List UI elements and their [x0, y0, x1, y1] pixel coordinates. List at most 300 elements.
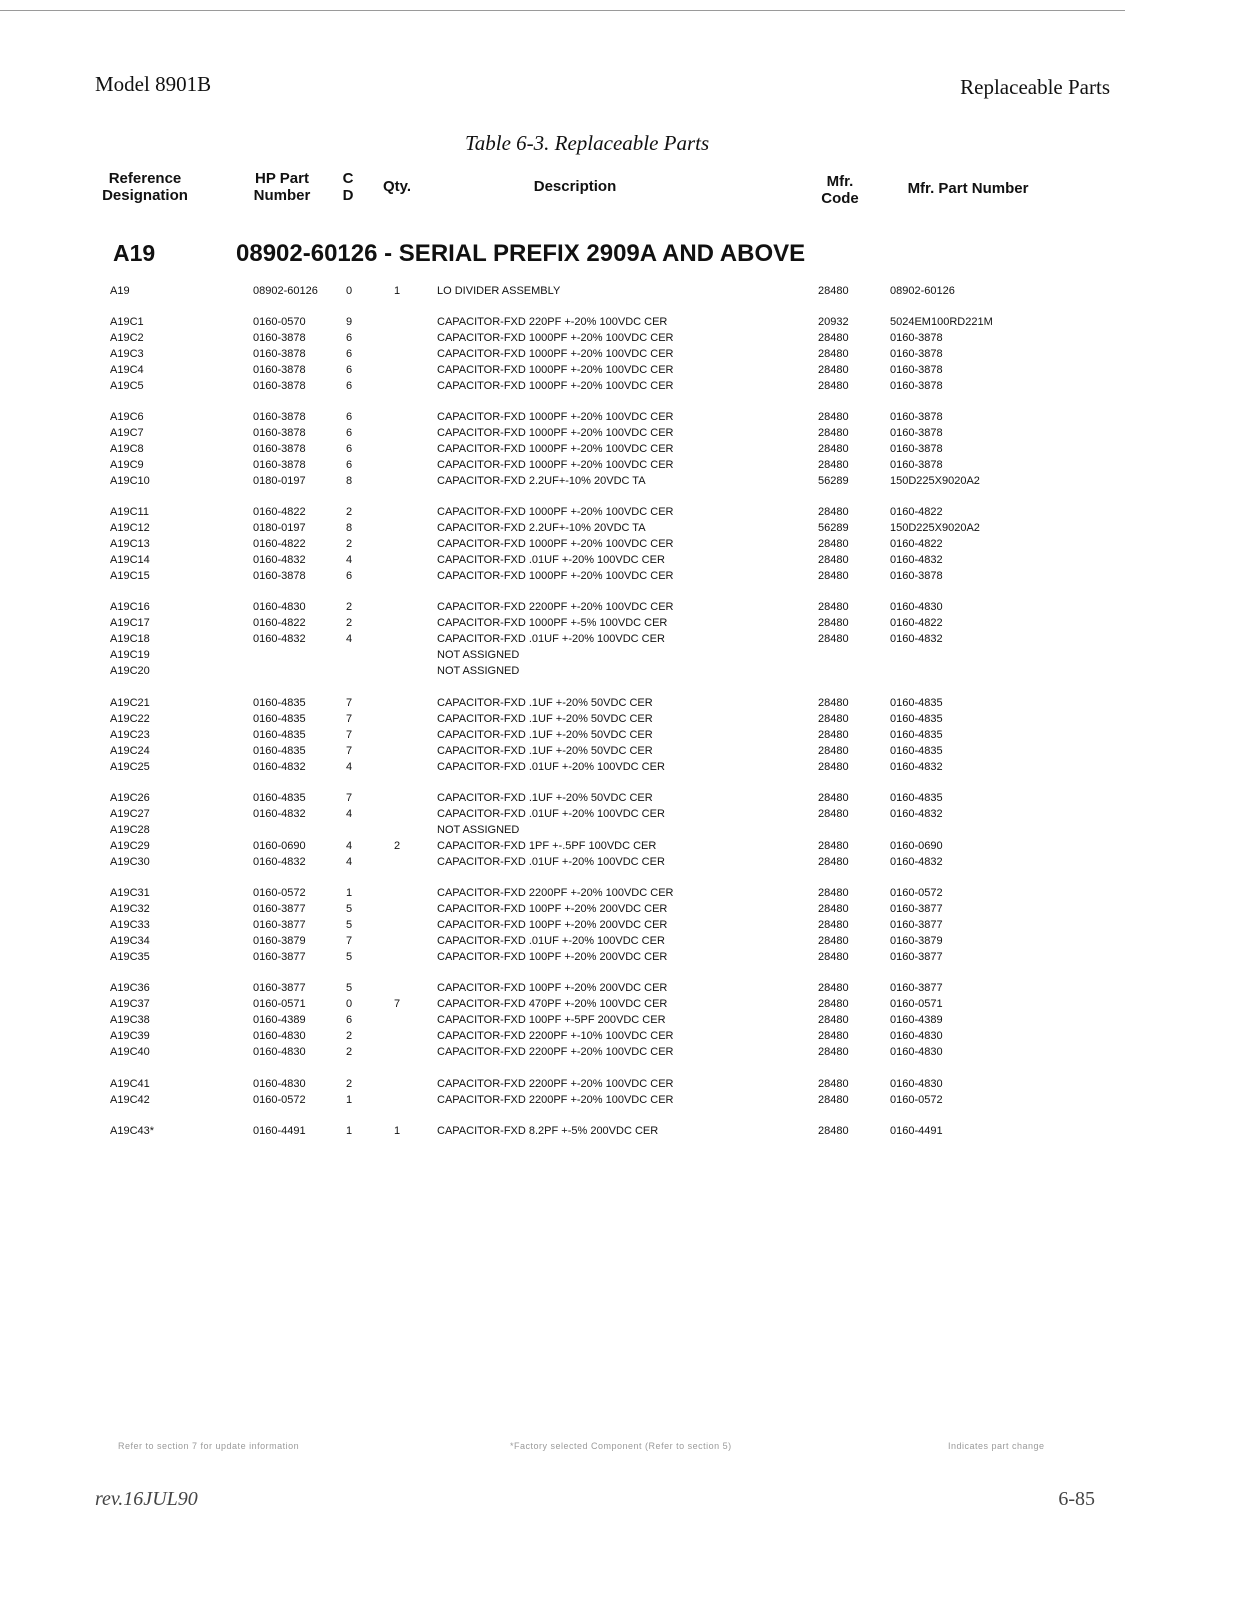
mfr-code: 56289 — [818, 522, 849, 534]
table-row — [0, 1012, 1240, 1028]
mfr-code: 28480 — [818, 856, 849, 868]
mfr-code: 28480 — [818, 887, 849, 899]
quantity: 2 — [394, 840, 401, 852]
description: CAPACITOR-FXD .01UF +-20% 100VDC CER — [437, 808, 665, 820]
mfr-code: 28480 — [818, 601, 849, 613]
ref-designation: A19C17 — [110, 617, 150, 629]
footnote-factory-selected: *Factory selected Component (Refer to section 5) — [510, 1441, 732, 1451]
hp-part-number: 0160-0572 — [253, 887, 306, 899]
cd-digit: 2 — [346, 1030, 353, 1042]
column-header-mfr-code: Mfr. Code — [821, 173, 859, 207]
description: CAPACITOR-FXD 1000PF +-20% 100VDC CER — [437, 506, 674, 518]
hp-part-number: 0160-4822 — [253, 506, 306, 518]
mfr-code: 28480 — [818, 808, 849, 820]
table-row — [0, 314, 1240, 330]
cd-digit: 6 — [346, 380, 353, 392]
description: CAPACITOR-FXD 1000PF +-20% 100VDC CER — [437, 570, 674, 582]
mfr-part-number: 0160-0571 — [890, 998, 943, 1010]
ref-designation: A19C22 — [110, 713, 150, 725]
table-row — [0, 1028, 1240, 1044]
table-row — [0, 1076, 1240, 1092]
mfr-part-number: 0160-4835 — [890, 745, 943, 757]
hp-part-number: 0160-4830 — [253, 1030, 306, 1042]
ref-designation: A19C11 — [110, 506, 149, 518]
hp-part-number: 0160-0690 — [253, 840, 306, 852]
description: CAPACITOR-FXD 1000PF +-20% 100VDC CER — [437, 538, 674, 550]
footnote-part-change: Indicates part change — [948, 1441, 1045, 1451]
description: CAPACITOR-FXD .01UF +-20% 100VDC CER — [437, 554, 665, 566]
mfr-part-number: 0160-4491 — [890, 1125, 943, 1137]
ref-designation: A19C9 — [110, 459, 144, 471]
ref-designation: A19C19 — [110, 649, 150, 661]
mfr-part-number: 150D225X9020A2 — [890, 522, 980, 534]
mfr-part-number: 0160-3878 — [890, 459, 943, 471]
hp-part-number: 0160-4389 — [253, 1014, 306, 1026]
ref-designation: A19C7 — [110, 427, 144, 439]
hp-part-number: 0160-3878 — [253, 348, 306, 360]
hp-part-number: 0160-4835 — [253, 745, 306, 757]
hp-part-number: 0160-3877 — [253, 982, 306, 994]
mfr-part-number: 150D225X9020A2 — [890, 475, 980, 487]
ref-designation: A19C1 — [110, 316, 144, 328]
mfr-part-number: 0160-0572 — [890, 1094, 943, 1106]
mfr-code: 28480 — [818, 951, 849, 963]
column-header-mfr-part: Mfr. Part Number — [907, 180, 1029, 197]
mfr-code: 28480 — [818, 1030, 849, 1042]
mfr-part-number: 0160-4832 — [890, 633, 943, 645]
hp-part-number: 0160-3878 — [253, 443, 306, 455]
column-header-reference: Reference Designation — [102, 170, 188, 204]
mfr-part-number: 0160-3878 — [890, 332, 943, 344]
cd-digit: 4 — [346, 840, 353, 852]
cd-digit: 4 — [346, 761, 353, 773]
description: CAPACITOR-FXD 1000PF +-20% 100VDC CER — [437, 332, 674, 344]
mfr-code: 28480 — [818, 982, 849, 994]
mfr-code: 28480 — [818, 1094, 849, 1106]
mfr-code: 28480 — [818, 633, 849, 645]
mfr-code: 28480 — [818, 998, 849, 1010]
ref-designation: A19C14 — [110, 554, 150, 566]
mfr-part-number: 0160-4830 — [890, 1030, 943, 1042]
hp-part-number: 0160-4832 — [253, 856, 306, 868]
hp-part-number: 08902-60126 — [253, 285, 318, 297]
ref-designation: A19C8 — [110, 443, 144, 455]
column-header-hp-part: HP Part Number — [253, 170, 311, 204]
revision-label: rev.16JUL90 — [95, 1488, 198, 1510]
cd-digit: 9 — [346, 316, 353, 328]
hp-part-number: 0160-4832 — [253, 633, 306, 645]
mfr-code: 20932 — [818, 316, 849, 328]
ref-designation: A19C6 — [110, 411, 144, 423]
mfr-code: 28480 — [818, 935, 849, 947]
hp-part-number: 0160-4830 — [253, 1046, 306, 1058]
description: CAPACITOR-FXD .01UF +-20% 100VDC CER — [437, 761, 665, 773]
ref-designation: A19C26 — [110, 792, 150, 804]
table-row — [0, 330, 1240, 346]
description: CAPACITOR-FXD 220PF +-20% 100VDC CER — [437, 316, 668, 328]
ref-designation: A19C16 — [110, 601, 150, 613]
cd-digit: 2 — [346, 617, 353, 629]
table-row — [0, 663, 1240, 679]
mfr-code: 28480 — [818, 364, 849, 376]
ref-designation: A19C24 — [110, 745, 150, 757]
ref-designation: A19 — [110, 285, 130, 297]
cd-digit: 2 — [346, 1078, 353, 1090]
cd-digit: 7 — [346, 792, 353, 804]
mfr-part-number: 0160-4822 — [890, 538, 943, 550]
description: CAPACITOR-FXD 1000PF +-20% 100VDC CER — [437, 348, 674, 360]
column-header-description: Description — [533, 178, 617, 195]
ref-designation: A19C28 — [110, 824, 150, 836]
ref-designation: A19C21 — [110, 697, 150, 709]
table-row — [0, 1092, 1240, 1108]
table-row — [0, 759, 1240, 775]
mfr-part-number: 0160-4835 — [890, 729, 943, 741]
ref-designation: A19C42 — [110, 1094, 150, 1106]
mfr-code: 28480 — [818, 1014, 849, 1026]
description: NOT ASSIGNED — [437, 665, 520, 677]
hp-part-number: 0180-0197 — [253, 475, 306, 487]
description: CAPACITOR-FXD 100PF +-20% 200VDC CER — [437, 903, 668, 915]
description: CAPACITOR-FXD .1UF +-20% 50VDC CER — [437, 729, 653, 741]
table-row — [0, 996, 1240, 1012]
description: CAPACITOR-FXD 1000PF +-5% 100VDC CER — [437, 617, 668, 629]
description: NOT ASSIGNED — [437, 824, 520, 836]
table-row — [0, 917, 1240, 933]
mfr-code: 28480 — [818, 459, 849, 471]
mfr-code: 28480 — [818, 903, 849, 915]
table-row — [0, 790, 1240, 806]
mfr-code: 28480 — [818, 570, 849, 582]
description: CAPACITOR-FXD .01UF +-20% 100VDC CER — [437, 935, 665, 947]
description: NOT ASSIGNED — [437, 649, 520, 661]
section-title: 08902-60126 - SERIAL PREFIX 2909A AND ABOVE — [236, 240, 806, 267]
hp-part-number: 0160-3878 — [253, 459, 306, 471]
mfr-part-number: 0160-3878 — [890, 427, 943, 439]
cd-digit: 2 — [346, 1046, 353, 1058]
cd-digit: 2 — [346, 506, 353, 518]
ref-designation: A19C40 — [110, 1046, 150, 1058]
mfr-part-number: 0160-4822 — [890, 617, 943, 629]
table-row — [0, 949, 1240, 965]
table-row — [0, 727, 1240, 743]
mfr-code: 28480 — [818, 1078, 849, 1090]
table-row — [0, 504, 1240, 520]
mfr-part-number: 0160-4835 — [890, 713, 943, 725]
ref-designation: A19C20 — [110, 665, 150, 677]
mfr-part-number: 0160-4832 — [890, 761, 943, 773]
ref-designation: A19C33 — [110, 919, 150, 931]
ref-designation: A19C4 — [110, 364, 144, 376]
mfr-part-number: 0160-4389 — [890, 1014, 943, 1026]
hp-part-number: 0160-3878 — [253, 427, 306, 439]
mfr-code: 28480 — [818, 380, 849, 392]
ref-designation: A19C35 — [110, 951, 150, 963]
description: CAPACITOR-FXD 2200PF +-20% 100VDC CER — [437, 1094, 674, 1106]
description: CAPACITOR-FXD 2200PF +-20% 100VDC CER — [437, 887, 674, 899]
table-row — [0, 885, 1240, 901]
description: CAPACITOR-FXD .01UF +-20% 100VDC CER — [437, 856, 665, 868]
cd-digit: 0 — [346, 285, 353, 297]
ref-designation: A19C36 — [110, 982, 150, 994]
description: CAPACITOR-FXD .01UF +-20% 100VDC CER — [437, 633, 665, 645]
ref-designation: A19C25 — [110, 761, 150, 773]
quantity: 1 — [394, 1125, 401, 1137]
hp-part-number: 0160-3878 — [253, 411, 306, 423]
ref-designation: A19C30 — [110, 856, 150, 868]
ref-designation: A19C18 — [110, 633, 150, 645]
mfr-code: 28480 — [818, 538, 849, 550]
ref-designation: A19C12 — [110, 522, 150, 534]
hp-part-number: 0160-3877 — [253, 951, 306, 963]
table-row — [0, 362, 1240, 378]
mfr-code: 28480 — [818, 411, 849, 423]
cd-digit: 0 — [346, 998, 353, 1010]
mfr-code: 28480 — [818, 697, 849, 709]
table-row — [0, 568, 1240, 584]
hp-part-number: 0160-4822 — [253, 617, 306, 629]
cd-digit: 6 — [346, 348, 353, 360]
hp-part-number: 0160-3877 — [253, 919, 306, 931]
description: CAPACITOR-FXD 1000PF +-20% 100VDC CER — [437, 459, 674, 471]
description: CAPACITOR-FXD 2200PF +-20% 100VDC CER — [437, 601, 674, 613]
column-header-qty: Qty. — [382, 178, 412, 195]
hp-part-number: 0160-3877 — [253, 903, 306, 915]
cd-digit: 6 — [346, 459, 353, 471]
table-row — [0, 425, 1240, 441]
hp-part-number: 0160-0570 — [253, 316, 306, 328]
description: CAPACITOR-FXD 2200PF +-20% 100VDC CER — [437, 1046, 674, 1058]
mfr-code: 28480 — [818, 506, 849, 518]
table-row — [0, 599, 1240, 615]
cd-digit: 4 — [346, 856, 353, 868]
description: CAPACITOR-FXD .1UF +-20% 50VDC CER — [437, 713, 653, 725]
ref-designation: A19C43* — [110, 1125, 155, 1137]
hp-part-number: 0160-4835 — [253, 729, 306, 741]
mfr-part-number: 0160-4835 — [890, 697, 943, 709]
table-row — [0, 933, 1240, 949]
ref-designation: A19C15 — [110, 570, 150, 582]
cd-digit: 7 — [346, 713, 353, 725]
hp-part-number: 0160-4491 — [253, 1125, 306, 1137]
quantity: 7 — [394, 998, 401, 1010]
mfr-code: 28480 — [818, 1125, 849, 1137]
hp-part-number: 0160-4832 — [253, 554, 306, 566]
mfr-part-number: 0160-3878 — [890, 443, 943, 455]
cd-digit: 7 — [346, 745, 353, 757]
mfr-code: 28480 — [818, 919, 849, 931]
ref-designation: A19C5 — [110, 380, 144, 392]
ref-designation: A19C38 — [110, 1014, 150, 1026]
section-reference: A19 — [113, 240, 156, 266]
mfr-part-number: 0160-3877 — [890, 951, 943, 963]
mfr-part-number: 0160-3877 — [890, 982, 943, 994]
hp-part-number: 0160-4830 — [253, 601, 306, 613]
mfr-part-number: 0160-4835 — [890, 792, 943, 804]
cd-digit: 6 — [346, 332, 353, 344]
table-row — [0, 536, 1240, 552]
mfr-code: 28480 — [818, 427, 849, 439]
description: CAPACITOR-FXD 100PF +-20% 200VDC CER — [437, 951, 668, 963]
mfr-part-number: 0160-4822 — [890, 506, 943, 518]
cd-digit: 1 — [346, 1094, 353, 1106]
description: CAPACITOR-FXD 2200PF +-20% 100VDC CER — [437, 1078, 674, 1090]
table-row — [0, 631, 1240, 647]
table-row — [0, 520, 1240, 536]
mfr-code: 28480 — [818, 332, 849, 344]
cd-digit: 6 — [346, 443, 353, 455]
hp-part-number: 0160-3878 — [253, 332, 306, 344]
table-row — [0, 901, 1240, 917]
description: CAPACITOR-FXD 1000PF +-20% 100VDC CER — [437, 411, 674, 423]
column-header-cd: C D — [342, 170, 354, 204]
cd-digit: 6 — [346, 427, 353, 439]
hp-part-number: 0160-3878 — [253, 570, 306, 582]
cd-digit: 6 — [346, 570, 353, 582]
description: CAPACITOR-FXD .1UF +-20% 50VDC CER — [437, 697, 653, 709]
mfr-part-number: 0160-3877 — [890, 903, 943, 915]
mfr-part-number: 5024EM100RD221M — [890, 316, 993, 328]
table-row — [0, 743, 1240, 759]
description: CAPACITOR-FXD .1UF +-20% 50VDC CER — [437, 745, 653, 757]
ref-designation: A19C3 — [110, 348, 144, 360]
mfr-part-number: 0160-4832 — [890, 856, 943, 868]
cd-digit: 2 — [346, 538, 353, 550]
ref-designation: A19C34 — [110, 935, 150, 947]
hp-part-number: 0160-4822 — [253, 538, 306, 550]
table-row — [0, 711, 1240, 727]
ref-designation: A19C23 — [110, 729, 150, 741]
mfr-code: 28480 — [818, 792, 849, 804]
cd-digit: 4 — [346, 554, 353, 566]
cd-digit: 8 — [346, 522, 353, 534]
ref-designation: A19C37 — [110, 998, 150, 1010]
description: LO DIVIDER ASSEMBLY — [437, 285, 561, 297]
mfr-part-number: 0160-3877 — [890, 919, 943, 931]
table-row — [0, 346, 1240, 362]
description: CAPACITOR-FXD 2.2UF+-10% 20VDC TA — [437, 475, 646, 487]
mfr-code: 28480 — [818, 745, 849, 757]
description: CAPACITOR-FXD .1UF +-20% 50VDC CER — [437, 792, 653, 804]
description: CAPACITOR-FXD 2.2UF+-10% 20VDC TA — [437, 522, 646, 534]
mfr-part-number: 0160-0572 — [890, 887, 943, 899]
cd-digit: 5 — [346, 982, 353, 994]
cd-digit: 4 — [346, 633, 353, 645]
table-row — [0, 647, 1240, 663]
table-row — [0, 552, 1240, 568]
mfr-code: 28480 — [818, 554, 849, 566]
cd-digit: 5 — [346, 903, 353, 915]
ref-designation: A19C29 — [110, 840, 150, 852]
description: CAPACITOR-FXD 8.2PF +-5% 200VDC CER — [437, 1125, 659, 1137]
table-row — [0, 980, 1240, 996]
description: CAPACITOR-FXD 470PF +-20% 100VDC CER — [437, 998, 668, 1010]
hp-part-number: 0180-0197 — [253, 522, 306, 534]
mfr-code: 28480 — [818, 840, 849, 852]
hp-part-number: 0160-0571 — [253, 998, 306, 1010]
table-row — [0, 378, 1240, 394]
table-row — [0, 838, 1240, 854]
top-rule — [0, 10, 1125, 11]
cd-digit: 1 — [346, 887, 353, 899]
mfr-part-number: 0160-0690 — [890, 840, 943, 852]
mfr-part-number: 0160-4832 — [890, 808, 943, 820]
description: CAPACITOR-FXD 2200PF +-10% 100VDC CER — [437, 1030, 674, 1042]
description: CAPACITOR-FXD 1000PF +-20% 100VDC CER — [437, 364, 674, 376]
mfr-part-number: 0160-4830 — [890, 601, 943, 613]
table-row — [0, 1123, 1240, 1139]
mfr-code: 28480 — [818, 348, 849, 360]
hp-part-number: 0160-4832 — [253, 761, 306, 773]
table-row — [0, 457, 1240, 473]
ref-designation: A19C39 — [110, 1030, 150, 1042]
cd-digit: 5 — [346, 951, 353, 963]
page-number: 6-85 — [1058, 1488, 1095, 1510]
description: CAPACITOR-FXD 100PF +-20% 200VDC CER — [437, 919, 668, 931]
mfr-part-number: 0160-4830 — [890, 1078, 943, 1090]
hp-part-number: 0160-4835 — [253, 713, 306, 725]
mfr-part-number: 0160-3878 — [890, 570, 943, 582]
cd-digit: 6 — [346, 364, 353, 376]
ref-designation: A19C31 — [110, 887, 150, 899]
hp-part-number: 0160-3879 — [253, 935, 306, 947]
ref-designation: A19C2 — [110, 332, 144, 344]
table-row — [0, 1044, 1240, 1060]
cd-digit: 7 — [346, 729, 353, 741]
cd-digit: 8 — [346, 475, 353, 487]
mfr-code: 28480 — [818, 761, 849, 773]
mfr-code: 28480 — [818, 729, 849, 741]
mfr-part-number: 0160-4832 — [890, 554, 943, 566]
table-title: Table 6-3. Replaceable Parts — [465, 131, 710, 155]
model-header: Model 8901B — [95, 72, 212, 96]
mfr-part-number: 0160-3878 — [890, 380, 943, 392]
mfr-code: 56289 — [818, 475, 849, 487]
cd-digit: 6 — [346, 411, 353, 423]
description: CAPACITOR-FXD 100PF +-20% 200VDC CER — [437, 982, 668, 994]
mfr-code: 28480 — [818, 713, 849, 725]
section-header: Replaceable Parts — [960, 75, 1110, 99]
ref-designation: A19C27 — [110, 808, 150, 820]
ref-designation: A19C10 — [110, 475, 150, 487]
ref-designation: A19C32 — [110, 903, 150, 915]
cd-digit: 7 — [346, 697, 353, 709]
mfr-part-number: 0160-3878 — [890, 364, 943, 376]
footnote-update-info: Refer to section 7 for update information — [118, 1441, 300, 1451]
description: CAPACITOR-FXD 1000PF +-20% 100VDC CER — [437, 443, 674, 455]
mfr-part-number: 08902-60126 — [890, 285, 955, 297]
cd-digit: 7 — [346, 935, 353, 947]
cd-digit: 6 — [346, 1014, 353, 1026]
ref-designation: A19C13 — [110, 538, 150, 550]
table-row — [0, 854, 1240, 870]
cd-digit: 5 — [346, 919, 353, 931]
table-row — [0, 283, 1240, 299]
mfr-code: 28480 — [818, 1046, 849, 1058]
hp-part-number: 0160-4830 — [253, 1078, 306, 1090]
hp-part-number: 0160-3878 — [253, 380, 306, 392]
description: CAPACITOR-FXD 1000PF +-20% 100VDC CER — [437, 427, 674, 439]
mfr-code: 28480 — [818, 285, 849, 297]
hp-part-number: 0160-4832 — [253, 808, 306, 820]
hp-part-number: 0160-4835 — [253, 792, 306, 804]
hp-part-number: 0160-0572 — [253, 1094, 306, 1106]
mfr-code: 28480 — [818, 617, 849, 629]
mfr-part-number: 0160-3879 — [890, 935, 943, 947]
mfr-part-number: 0160-3878 — [890, 348, 943, 360]
table-row — [0, 409, 1240, 425]
table-row — [0, 473, 1240, 489]
